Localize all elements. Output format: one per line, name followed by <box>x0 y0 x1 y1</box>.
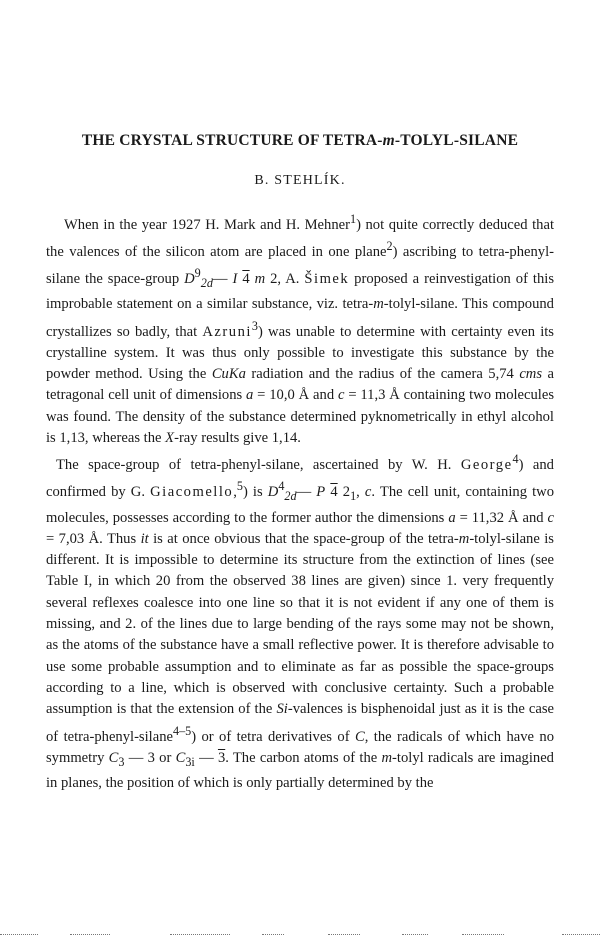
symmetry-symbol: $C_3$ <box>108 749 125 769</box>
page-edge-mark <box>70 934 110 936</box>
footnote-ref: 2 <box>386 239 393 254</box>
author-name: B. STEHLÍK. <box>254 173 346 188</box>
footnote-ref: 4–5 <box>172 723 192 738</box>
symmetry-symbol: $C_{3i}$ <box>175 749 195 769</box>
title-part: -TOLYL-SILANE <box>394 132 519 149</box>
paragraph-2: The space-group of tetra-phenyl-silane, ascertained by W. H. George$^4$) and confirmed by G. Giacomello,$^5$) is $D^4_{2d}—$ P 4 $2_1$, c. The cell unit, containing two molecules, possesses according to the former author the dimensions a = 11,32 Å and c = 7,03 Å. Thus it is at once obvious that the space-group of the tetra-m-tolyl-silane is different. It is impossible to determine its structure from the extinction of lines (see Table I, in which 20 from the observed 38 lines are given) since 1. very frequently several reflexes coalesce into one line so that it is not evident if any one of them is missing, and 2. of the lines due to large bending of the rays some may not be shown, as the atoms of the substance have a small reflective power. It is therefore advisable to use some probable assumption and to eliminate as far as possible the space-groups according to a line, which is observed with conclusive certainty. Such a probable assumption is that the extension of the Si-valences is bisphenoidal just as it is the case of tetra-phenyl-silane$^{4-5}$) or of tetra derivatives of C, the radicals of which have no symmetry $C_3$ — 3 or $C_{3i}$ — 3. The carbon atoms of the m-tolyl radicals are imagined in planes, the position of which is only partially determined by the <box>46 452 555 791</box>
page-edge-mark <box>0 934 38 936</box>
title-part-italic: m <box>382 132 395 149</box>
title-part: THE CRYSTAL STRUCTURE OF TETRA- <box>81 132 383 149</box>
paper-title <box>0 132 600 150</box>
page-edge-mark <box>328 934 360 936</box>
page-edge-mark <box>462 934 504 936</box>
paragraph-1: When in the year 1927 H. Mark and H. Mehner$^1$) not quite correctly deduced that the valences of the silicon atom are placed in one plane$^2$) ascribing to tetra-phenyl-silane the space-group $D^9_{2d}—$ I 4 m 2, A. Šimek proposed a reinvestigation of this improbable statement on a similar substance, viz. tetra-m-tolyl-silane. This compound crystallizes so badly, that Azruni$^3$) was unable to determine with certainty even its crystalline system. It was thus only possible to investigate this substance by the powder method. Using the CuKa radiation and the radius of the camera 5,74 cms a tetragonal cell unit of dimensions a = 10,0 Å and c = 11,3 Å containing two molecules was found. The density of the substance determined pyknometrically in ethyl alcohol is 1,13, whereas the X-ray results give 1,14. <box>46 212 555 447</box>
footnote-ref: 4 <box>512 452 519 467</box>
page-edge-mark <box>170 934 230 936</box>
space-group-formula: $D^9_{2d}—$ I 4 m 2 <box>184 266 278 291</box>
footnote-ref: 3 <box>251 318 258 333</box>
page-edge-mark <box>262 934 284 936</box>
page-edge-mark <box>562 934 600 936</box>
page-edge-mark <box>402 934 428 936</box>
footnote-ref: 1 <box>349 212 357 226</box>
body-text <box>46 209 554 794</box>
footnote-ref: 5 <box>236 479 243 494</box>
space-group-formula: $D^4_{2d}—$ P 4 $2_1$, c. <box>267 479 380 504</box>
